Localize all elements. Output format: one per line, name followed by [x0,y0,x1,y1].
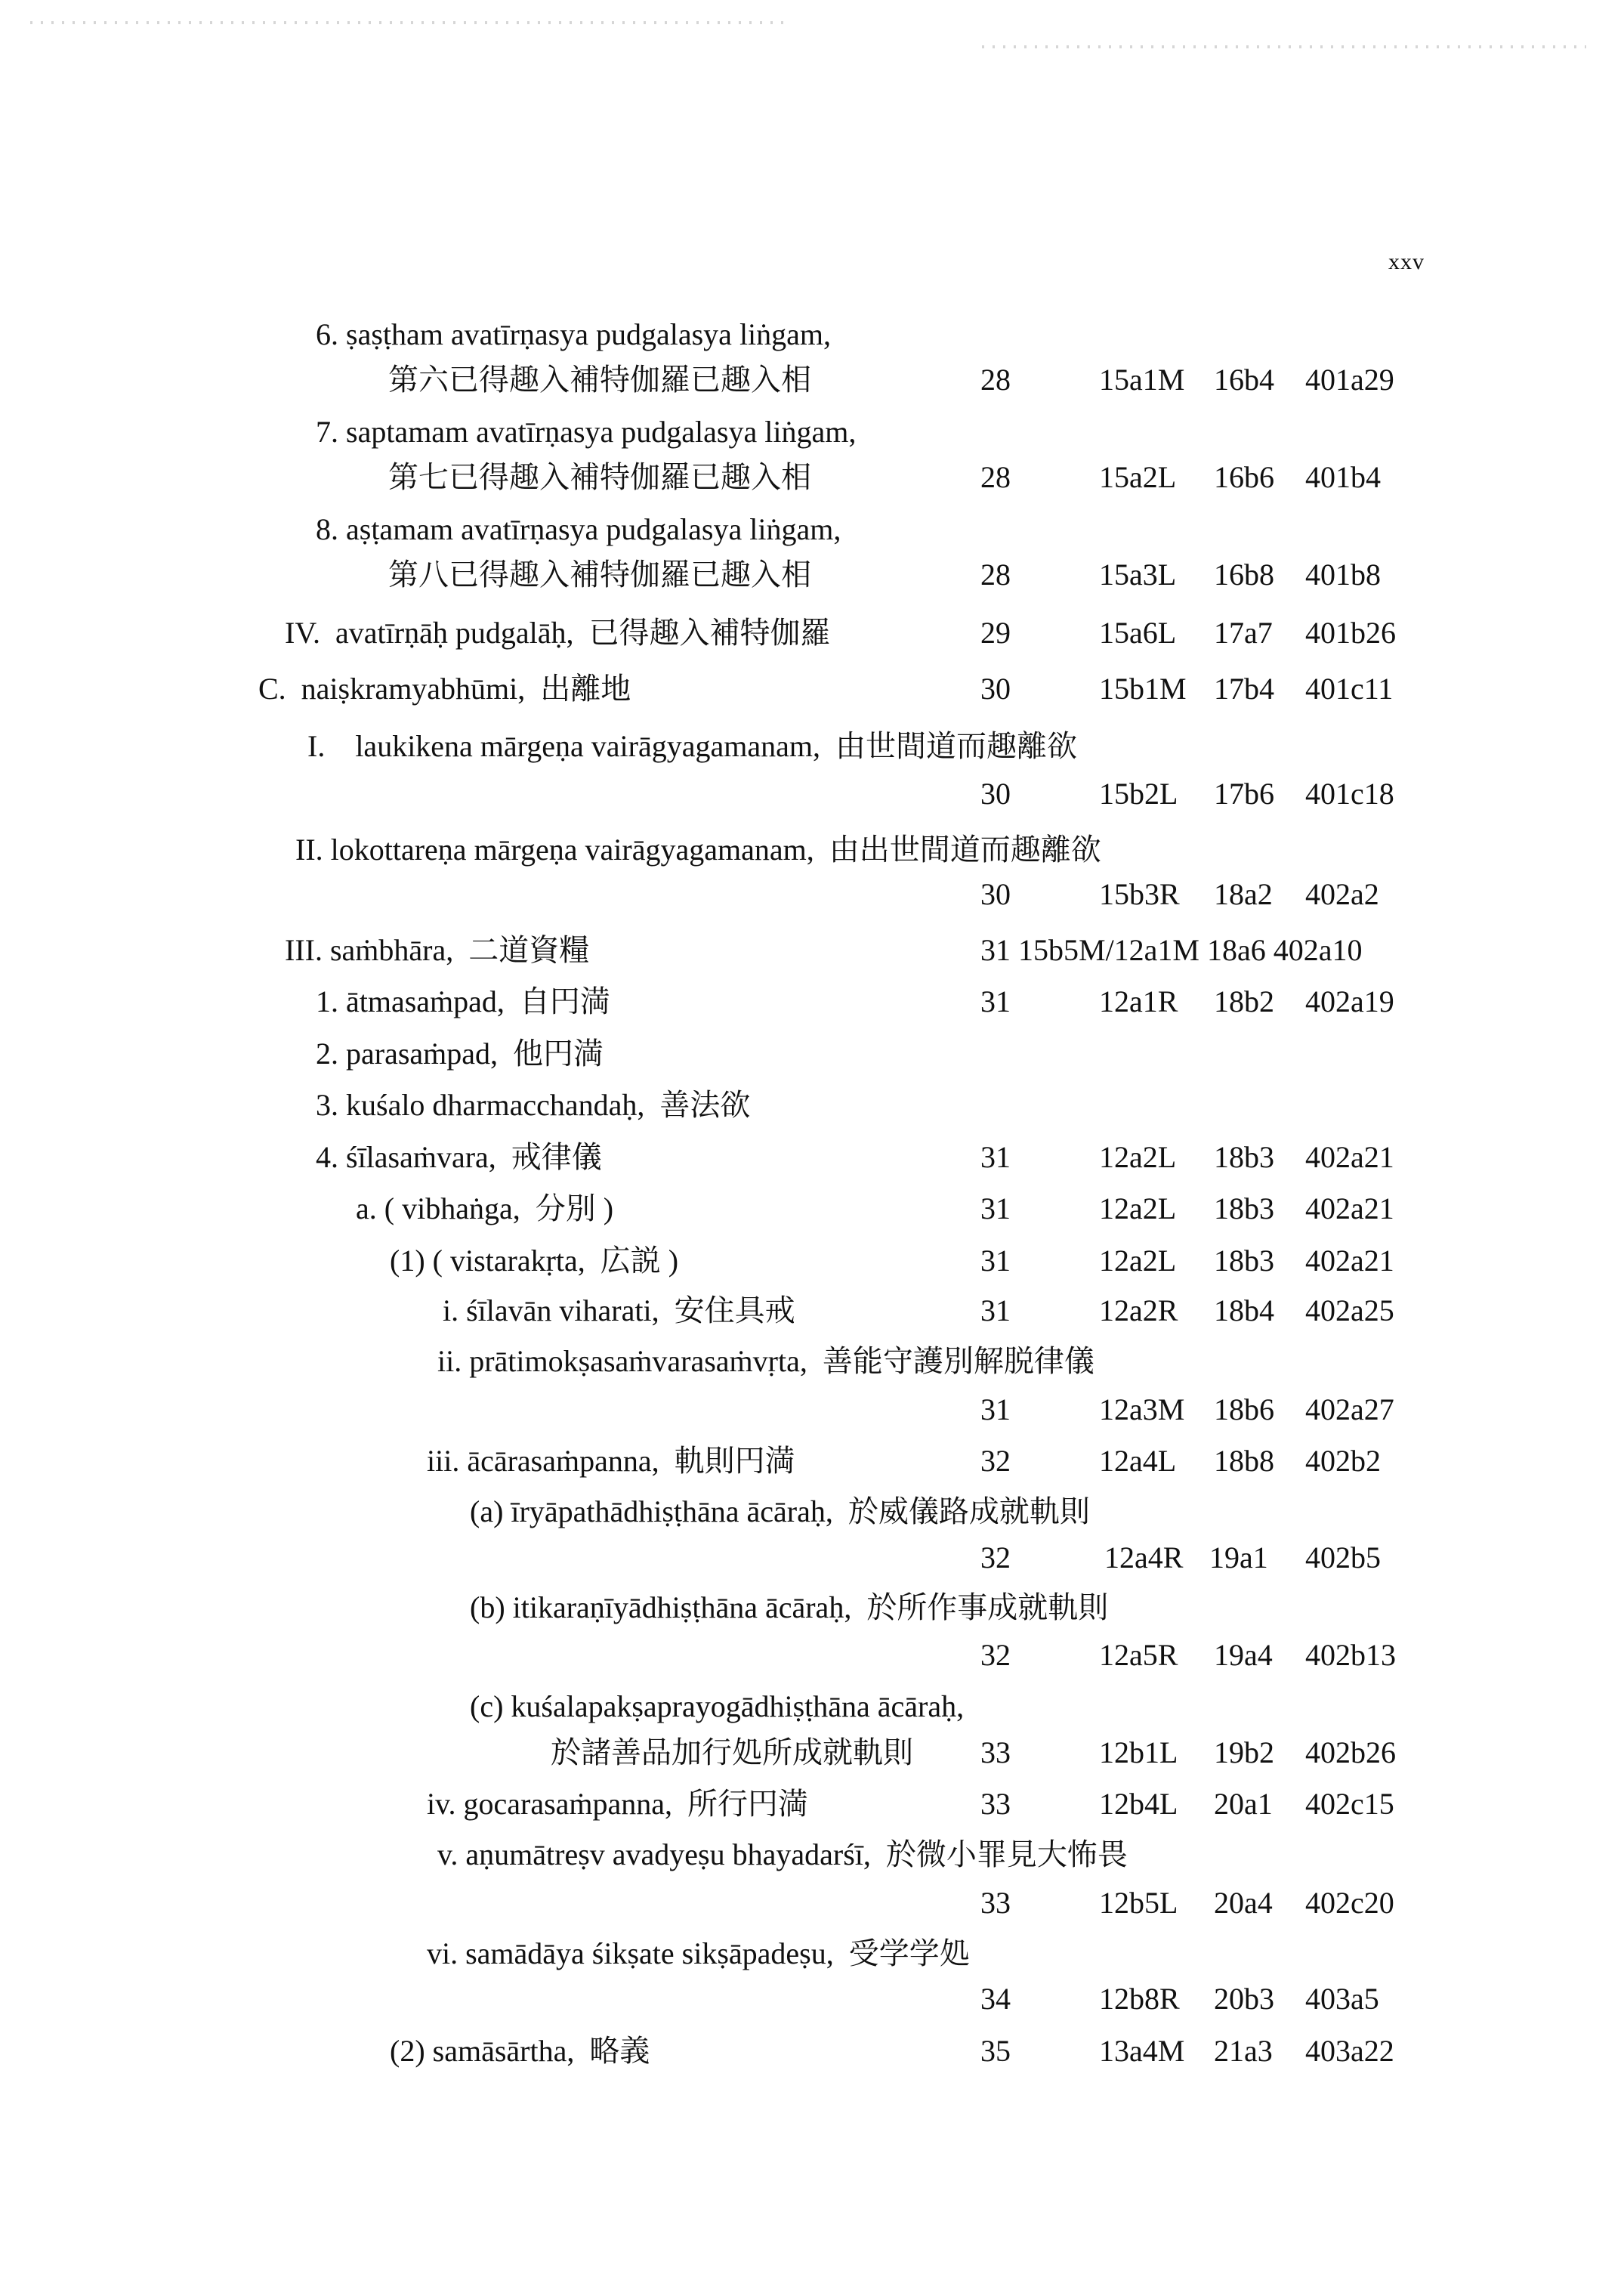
ref-ms: 12a5R [1099,1638,1178,1672]
ref-page: 35 [980,2034,1011,2068]
toc-entry [0,459,1624,496]
ref-tib: 18b6 [1214,1392,1274,1426]
toc-entry-refs [0,1391,1624,1429]
toc-entry [0,1035,1624,1073]
entry-text: 第七已得趣入補特伽羅已趣入相 [388,460,811,494]
ref-ms: 12a2R [1099,1293,1178,1327]
toc-entry [0,316,1624,354]
entry-text: C. naiṣkramyabhūmi, 出離地 [258,672,631,706]
ref-tib: 17b6 [1214,777,1274,811]
toc-entry [0,670,1624,708]
entry-text: vi. samādāya śikṣate sikṣāpadeṣu, 受学学処 [427,1936,970,1970]
toc-entry [0,413,1624,451]
ref-page: 28 [980,558,1011,592]
ref-ms: 12a4R [1104,1540,1184,1574]
ref-line: 31 15b5M/12a1M 18a6 402a10 [980,933,1363,967]
toc-entry [0,1292,1624,1330]
ref-page: 31 [980,1191,1011,1225]
toc-entry [0,1734,1624,1772]
ref-page: 29 [980,616,1011,650]
entry-text: (2) samāsārtha, 略義 [390,2034,650,2068]
entry-text: (a) īryāpathādhiṣṭhāna ācāraḥ, 於威儀路成就軌則 [470,1494,1090,1528]
toc-entry [0,511,1624,549]
ref-taisho: 401a29 [1305,363,1394,397]
ref-tib: 16b6 [1214,460,1274,494]
entry-text: iv. gocarasaṁpanna, 所行円満 [427,1787,809,1821]
toc-entry-refs [0,1980,1624,2018]
ref-tib: 18b4 [1214,1293,1274,1327]
ref-tib: 17a7 [1214,616,1273,650]
entry-text: i. śīlavān viharati, 安住具戒 [443,1293,795,1327]
toc-entry-refs [0,1539,1624,1577]
toc-entry [0,1190,1624,1228]
ref-ms: 12b1L [1099,1735,1178,1769]
ref-ms: 12b4L [1099,1787,1178,1821]
ref-ms: 15a6L [1099,616,1177,650]
entry-text: 2. parasaṁpad, 他円満 [316,1037,604,1071]
toc-entry [0,831,1624,869]
toc-entry [0,1785,1624,1823]
ref-ms: 15a3L [1099,558,1177,592]
toc-entry [0,983,1624,1021]
ref-ms: 15a2L [1099,460,1177,494]
ref-taisho: 401c18 [1305,777,1394,811]
ref-taisho: 402c20 [1305,1886,1394,1920]
toc-entry [0,1935,1624,1973]
ref-page: 31 [980,1140,1011,1174]
ref-ms: 15b3R [1099,877,1180,911]
toc-entry [0,932,1624,969]
ref-page: 31 [980,1293,1011,1327]
ref-tib: 18a2 [1214,877,1273,911]
entry-text: 第六已得趣入補特伽羅已趣入相 [388,363,811,397]
toc-entry [0,2032,1624,2070]
entry-text: (b) itikaraṇīyādhiṣṭhāna ācāraḥ, 於所作事成就軌則 [470,1590,1109,1624]
toc-entry [0,1589,1624,1627]
ref-tib: 18b2 [1214,984,1274,1018]
entry-text: iii. ācārasaṁpanna, 軌則円満 [427,1444,795,1478]
ref-tib: 18b8 [1214,1444,1274,1478]
ref-taisho: 403a5 [1305,1982,1379,2016]
ref-tib: 20a1 [1214,1787,1273,1821]
toc-entry-refs [0,1636,1624,1674]
entry-text: 7. saptamam avatīrṇasya pudgalasya liṅgam, [316,415,857,449]
toc-entry [0,1343,1624,1380]
toc-entry [0,614,1624,652]
ref-tib: 16b8 [1214,558,1274,592]
ref-page: 30 [980,672,1011,706]
ref-ms: 12a2L [1099,1191,1177,1225]
ref-tib: 18b3 [1214,1191,1274,1225]
ref-taisho: 401b4 [1305,460,1381,494]
ref-taisho: 402a27 [1305,1392,1394,1426]
ref-taisho: 402a21 [1305,1140,1394,1174]
ref-page: 32 [980,1444,1011,1478]
ref-ms: 15b2L [1099,777,1178,811]
entry-text: 第八已得趣入補特伽羅已趣入相 [388,558,811,592]
toc-entry [0,1139,1624,1176]
ref-tib: 19b2 [1214,1735,1274,1769]
entry-text: IV. avatīrṇāḥ pudgalāḥ, 已得趣入補特伽羅 [285,616,831,650]
ref-ms: 12a3M [1099,1392,1185,1426]
ref-taisho: 401b8 [1305,558,1381,592]
toc-entry [0,728,1624,765]
entry-text: (1) ( vistarakṛta, 広説 ) [390,1244,679,1278]
ref-tib: 21a3 [1214,2034,1273,2068]
ref-taisho: 402b26 [1305,1735,1396,1769]
entry-text: (c) kuśalapakṣaprayogādhiṣṭhāna ācāraḥ, [470,1689,965,1723]
toc-entry-refs [0,1884,1624,1922]
entry-text: 8. aṣṭamam avatīrṇasya pudgalasya liṅgam, [316,512,841,546]
ref-taisho: 402b13 [1305,1638,1396,1672]
ref-ms: 15b1M [1099,672,1187,706]
page-number: xxv [1388,249,1425,274]
ref-ms: 12a1R [1099,984,1178,1018]
ref-tib: 18b3 [1214,1140,1274,1174]
ref-tib: 20b3 [1214,1982,1274,2016]
ref-ms: 13a4M [1099,2034,1185,2068]
toc-entry [0,1242,1624,1280]
ref-page: 30 [980,877,1011,911]
ref-page: 33 [980,1886,1011,1920]
toc-entry [0,556,1624,594]
ref-ms: 12b5L [1099,1886,1178,1920]
ref-ms: 15a1M [1099,363,1185,397]
ref-taisho: 402c15 [1305,1787,1394,1821]
ref-page: 30 [980,777,1011,811]
toc-entry [0,1086,1624,1124]
ref-tib: 16b4 [1214,363,1274,397]
ref-taisho: 402a21 [1305,1244,1394,1278]
entry-text: 於諸善品加行処所成就軌則 [551,1735,913,1769]
ref-tib: 19a1 [1209,1540,1268,1574]
ref-page: 31 [980,984,1011,1018]
entry-text: a. ( vibhaṅga, 分別 ) [356,1191,614,1225]
ref-page: 28 [980,460,1011,494]
toc-entry [0,1442,1624,1480]
toc-entry [0,1688,1624,1726]
ref-tib: 17b4 [1214,672,1274,706]
ref-page: 34 [980,1982,1011,2016]
ref-page: 33 [980,1787,1011,1821]
entry-text: I. laukikena mārgeṇa vairāgyagamanam, 由世間道而趣離欲 [307,729,1077,763]
ref-page: 28 [980,363,1011,397]
ref-page: 31 [980,1392,1011,1426]
entry-text: 1. ātmasaṁpad, 自円満 [316,984,610,1018]
ref-page: 32 [980,1540,1011,1574]
ref-taisho: 402b2 [1305,1444,1381,1478]
toc-entry-refs [0,775,1624,813]
toc-entry-refs [0,876,1624,913]
ref-ms: 12a4L [1099,1444,1177,1478]
entry-text: ii. prātimokṣasaṁvarasaṁvṛta, 善能守護別解脱律儀 [437,1344,1095,1378]
entry-text: 6. ṣaṣṭham avatīrṇasya pudgalasya liṅgam, [316,317,832,351]
ref-ms: 12a2L [1099,1244,1177,1278]
ref-taisho: 402a25 [1305,1293,1394,1327]
ref-taisho: 402a19 [1305,984,1394,1018]
ref-page: 32 [980,1638,1011,1672]
ref-taisho: 402a21 [1305,1191,1394,1225]
ref-tib: 19a4 [1214,1638,1273,1672]
toc-entry [0,361,1624,399]
ref-ms: 12a2L [1099,1140,1177,1174]
ref-ms: 12b8R [1099,1982,1180,2016]
scan-noise [982,45,1586,48]
entry-text: 4. śīlasaṁvara, 戒律儀 [316,1140,602,1174]
ref-page: 31 [980,1244,1011,1278]
ref-tib: 20a4 [1214,1886,1273,1920]
entry-text: 3. kuśalo dharmacchandaḥ, 善法欲 [316,1088,751,1122]
ref-tib: 18b3 [1214,1244,1274,1278]
entry-text: III. saṁbhāra, 二道資糧 [285,933,590,967]
scan-noise [30,21,786,24]
ref-taisho: 402a2 [1305,877,1379,911]
ref-taisho: 401c11 [1305,672,1394,706]
ref-taisho: 401b26 [1305,616,1396,650]
toc-entry [0,1493,1624,1531]
ref-taisho: 402b5 [1305,1540,1381,1574]
entry-text: II. lokottareṇa mārgeṇa vairāgyagamanam, 由出世間道而趣離欲 [295,833,1101,867]
ref-taisho: 403a22 [1305,2034,1394,2068]
ref-page: 33 [980,1735,1011,1769]
entry-text: v. aṇumātreṣv avadyeṣu bhayadarśī, 於微小罪見大怖畏 [437,1837,1128,1871]
toc-entry [0,1836,1624,1874]
